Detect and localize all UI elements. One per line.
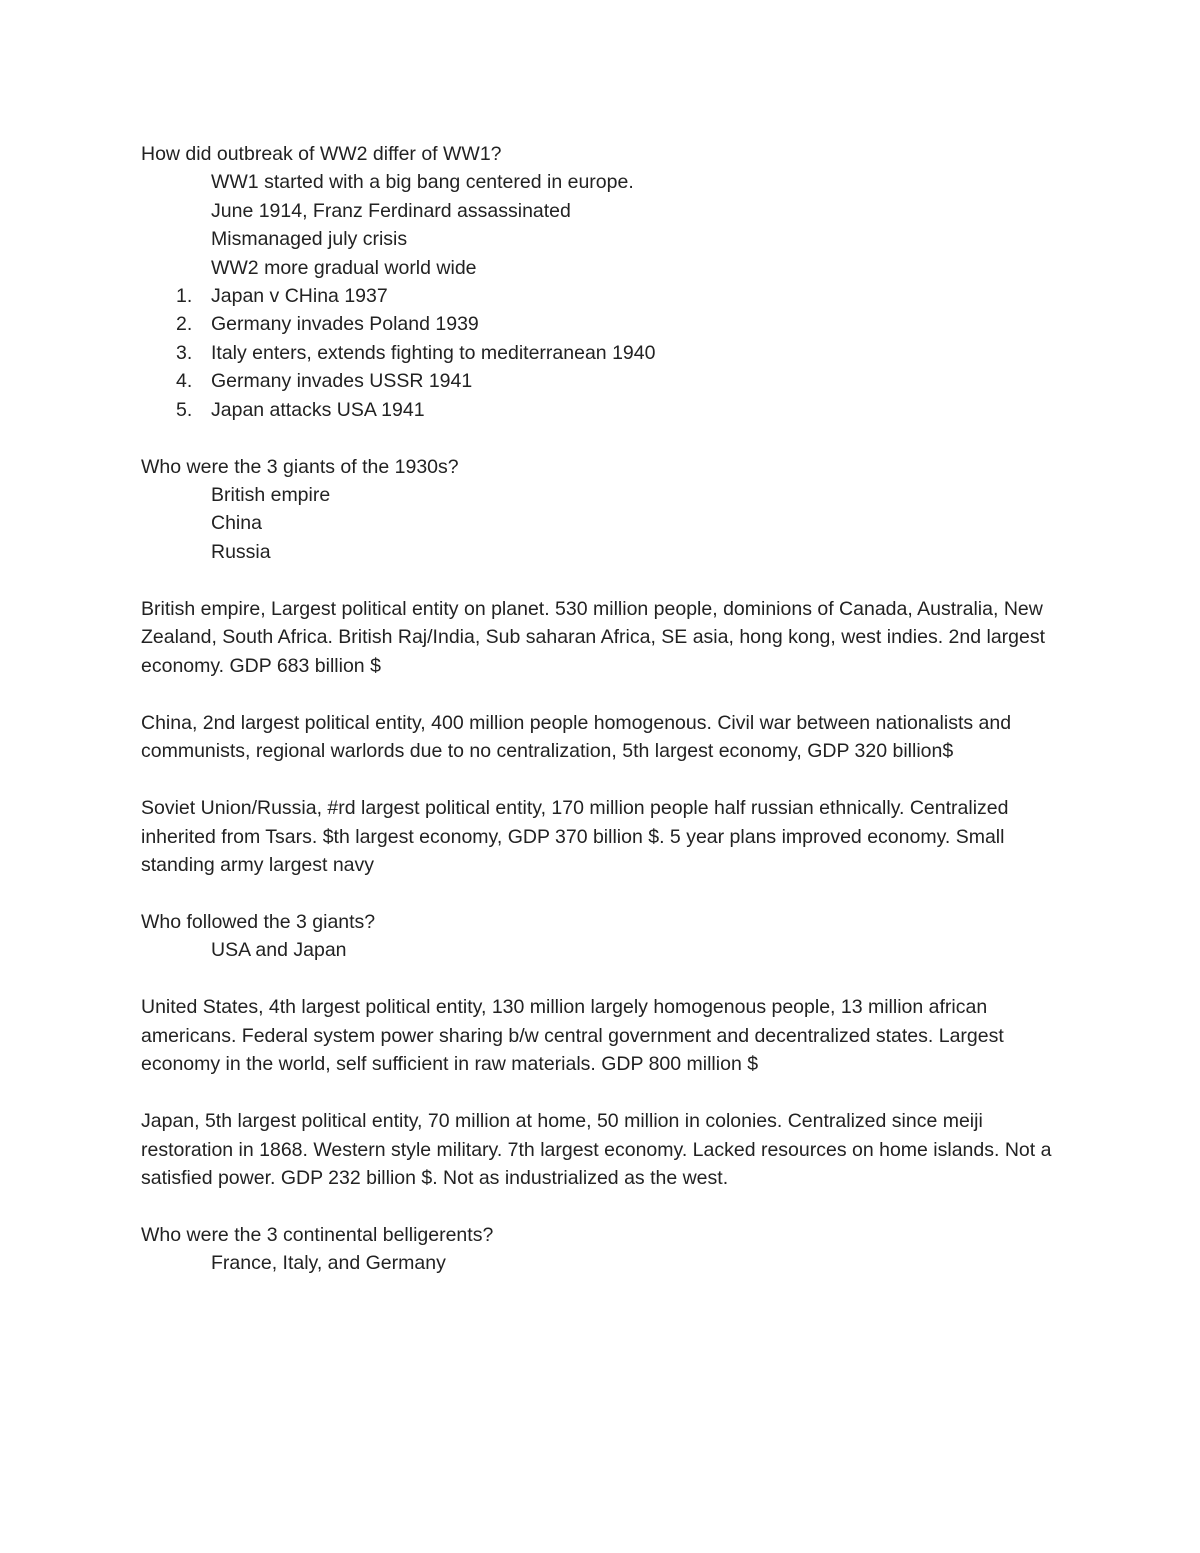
paragraph-spacer <box>141 566 1066 595</box>
list-item-text: Japan v CHina 1937 <box>211 285 388 308</box>
document-body <box>141 140 1066 1278</box>
paragraph-spacer <box>141 879 1066 908</box>
list-item-text: Italy enters, extends fighting to mediterranean 1940 <box>211 341 656 364</box>
paragraph-spacer <box>141 766 1066 795</box>
body-paragraph: British empire, Largest political entity on planet. 530 million people, dominions of Canada, Australia, New Zealand, South Africa. British Raj/India, Sub saharan Africa, SE asia, hong kong, west indies. 2nd largest economy. GDP 683 billion $ <box>141 597 1046 677</box>
note-line: WW2 more gradual world wide <box>211 256 477 279</box>
answer-line: France, Italy, and Germany <box>211 1252 446 1275</box>
list-number: 3. <box>176 341 193 364</box>
question-heading: How did outbreak of WW2 differ of WW1? <box>141 143 502 165</box>
list-number: 5. <box>176 398 193 421</box>
question-heading: Who were the 3 giants of the 1930s? <box>141 455 459 478</box>
paragraph-spacer <box>141 965 1066 994</box>
note-line: June 1914, Franz Ferdinard assassinated <box>211 199 571 222</box>
question-heading: Who were the 3 continental belligerents? <box>141 1223 494 1246</box>
list-item-text: Japan attacks USA 1941 <box>211 398 425 421</box>
list-item <box>141 282 1066 310</box>
answer-line: Russia <box>211 540 271 563</box>
list-item <box>141 339 1066 367</box>
list-item <box>141 367 1066 395</box>
list-number: 1. <box>176 285 193 308</box>
body-paragraph: United States, 4th largest political entity, 130 million largely homogenous people, 13 million african americans. Federal system power sharing b/w central government and decentralized states. Largest economy in the world, self sufficient in raw materials. GDP 800 million $ <box>141 996 1004 1076</box>
list-item-text: Germany invades Poland 1939 <box>211 313 479 336</box>
answer-line: China <box>211 512 262 535</box>
list-item-text: Germany invades USSR 1941 <box>211 370 473 393</box>
list-number: 4. <box>176 370 193 393</box>
numbered-list <box>141 282 1066 424</box>
paragraph-spacer <box>141 424 1066 453</box>
paragraph-spacer <box>141 1079 1066 1108</box>
answer-line: USA and Japan <box>211 939 347 962</box>
body-paragraph: Japan, 5th largest political entity, 70 million at home, 50 million in colonies. Centralized since meiji restoration in 1868. Western style military. 7th largest economy. Lacked resources on home islands. Not a satisfied power. GDP 232 billion $. Not as industrialized as the west. <box>141 1110 1052 1189</box>
answer-line: British empire <box>211 484 331 507</box>
list-item <box>141 310 1066 338</box>
note-line: Mismanaged july crisis <box>211 228 408 251</box>
question-heading: Who followed the 3 giants? <box>141 910 376 933</box>
body-paragraph: China, 2nd largest political entity, 400 million people homogenous. Civil war between nationalists and communists, regional warlords due to no centralization, 5th largest economy, GDP 320 billion$ <box>141 711 1012 763</box>
paragraph-spacer <box>141 1192 1066 1221</box>
list-item <box>141 396 1066 424</box>
list-number: 2. <box>176 313 193 336</box>
note-line: WW1 started with a big bang centered in europe. <box>211 171 634 194</box>
body-paragraph: Soviet Union/Russia, #rd largest political entity, 170 million people half russian ethnically. Centralized inherited from Tsars. $th largest economy, GDP 370 billion $. 5 year plans improved economy. Small standing army largest navy <box>141 797 1009 876</box>
paragraph-spacer <box>141 680 1066 709</box>
